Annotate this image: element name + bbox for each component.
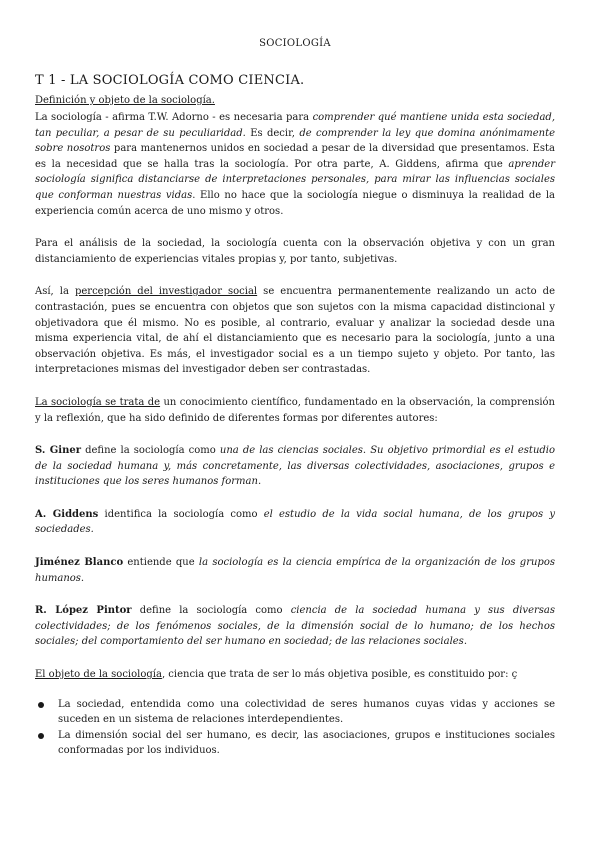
paragraph-investigador — [35, 284, 555, 378]
author-name: R. López Pintor — [35, 605, 132, 617]
page-header: SOCIOLOGÍA — [259, 38, 331, 49]
underlined-term: El objeto de la sociología — [35, 669, 162, 681]
author-name: A. Giddens — [35, 508, 99, 520]
text-run: define la sociología como — [131, 605, 291, 617]
paragraph-objeto — [35, 667, 555, 683]
paragraph-conocimiento-cientifico — [35, 395, 555, 426]
section-subtitle: Definición y objeto de la sociología. — [35, 95, 215, 106]
bullet-list — [35, 697, 555, 759]
definition-lopez-pintor — [35, 603, 555, 650]
italic-quote: aprender sociología significa distanciarse de interpretaciones personales, para mirar las influencias sociales que conforman nuestras vidas — [35, 158, 555, 201]
list-item — [35, 728, 555, 759]
author-name: Jiménez Blanco — [35, 557, 124, 569]
paragraph-adorno-giddens — [35, 110, 555, 219]
italic-quote: una de las ciencias sociales. Su objetivo primordial es el estudio de la sociedad humana y, más concretamente, las diversas colectividades, asociaciones, grupos e instituciones que los seres humanos forman. — [35, 445, 556, 488]
underlined-term: percepción del investigador social — [74, 286, 258, 298]
text-run: , ciencia que trata de ser lo más objetiva posible, es constituido por: ç — [161, 669, 518, 681]
italic-quote: comprender qué mantiene unida esta sociedad, tan peculiar, a pesar de su peculiaridad — [35, 112, 556, 139]
text-run: un conocimiento científico, fundamentado en la observación, la comprensión y la reflexión, que ha sido definido de diferentes formas por diferentes autores: — [35, 396, 555, 424]
italic-quote: de comprender la ley que domina anónimamente sobre nosotros — [35, 127, 556, 155]
list-item — [35, 697, 555, 728]
paragraph-observacion: Para el análisis de la sociedad, la sociología cuenta con la observación objetiva y con un gran distanciamiento de experiencias vitales propias y, por tanto, subjetivas. — [35, 238, 555, 265]
text-run: . Es decir, — [242, 127, 300, 139]
list-item-text: La dimensión social del ser humano, es decir, las asociaciones, grupos e instituciones sociales conformadas por los individuos. — [58, 729, 555, 757]
author-name: S. Giner — [35, 445, 81, 457]
text-run: Así, la — [35, 286, 75, 298]
italic-quote: ciencia de la sociedad humana y sus diversas colectividades; de los fenómenos sociales, de la dimensión social de lo humano; de los hechos sociales; del comportamiento del ser humano en sociedad; de las relaciones sociales. — [35, 605, 556, 648]
text-run: La sociología - afirma T.W. Adorno - es necesaria para — [35, 112, 313, 123]
text-run: entiende que — [123, 557, 199, 569]
text-run: identifica la sociología como — [98, 508, 264, 520]
text-run: para mantenernos unidos en sociedad a pesar de la diversidad que presentamos. Esta es la necesidad que se halla tras la sociología. Por otra parte, A. Giddens, afirma que — [35, 143, 556, 170]
definition-jimenez-blanco — [35, 555, 555, 586]
text-run: define la sociología como — [81, 445, 220, 457]
bullet-icon — [38, 702, 44, 708]
bullet-icon — [38, 733, 44, 739]
underlined-term: La sociología se trata de — [35, 396, 161, 408]
section-title: T 1 - LA SOCIOLOGÍA COMO CIENCIA. — [35, 73, 305, 88]
definition-giner — [35, 443, 555, 490]
text-run: . Ello no hace que la sociología niegue o disminuya la realidad de la experiencia común acerca de uno mismo y otros. — [35, 189, 555, 217]
italic-quote: la sociología es la ciencia empírica de la organización de los grupos humanos. — [35, 557, 555, 584]
definition-giddens — [35, 507, 555, 538]
list-item-text: La sociedad, entendida como una colectividad de seres humanos cuyas vidas y acciones se suceden en un sistema de relaciones interdependientes. — [58, 698, 555, 726]
text-run: se encuentra permanentemente realizando un acto de contrastación, pues se encuentra con objetos que son sujetos con la misma capacidad distincional y objetivadora que él mismo. No es posible, al contrario, evaluar y analizar la sociedad desde una misma experiencia vital, de ahí el distanciamiento que es necesario para la sociología, junto a una observación objetiva. Es más, el investigador social es a un tiempo sujeto y objeto. Por tanto, las interpretaciones mismas del investigador deben ser contrastadas. — [35, 286, 556, 376]
italic-quote: el estudio de la vida social humana, de los grupos y sociedades. — [35, 508, 555, 536]
